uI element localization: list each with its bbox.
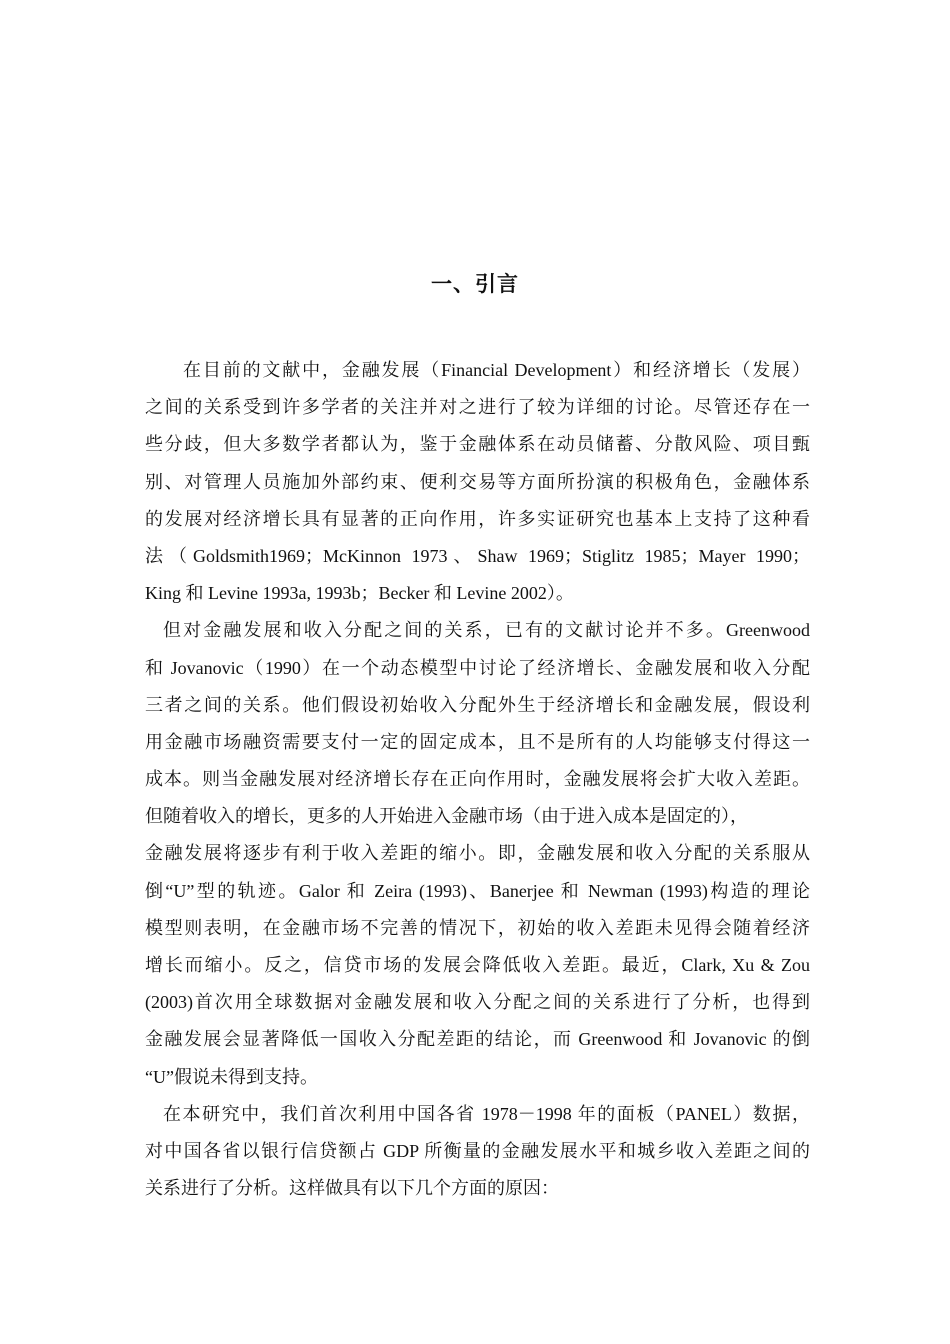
section-title: 一、引言	[431, 272, 519, 296]
paragraph-1-line-6: 法（Goldsmith1969；McKinnon 1973、Shaw 1969；Stiglitz 1985；Mayer 1990；	[145, 545, 810, 566]
paragraph-2-line-1: 但对金融发展和收入分配之间的关系，已有的文献讨论并不多。Greenwood	[163, 620, 810, 641]
paragraph-2-line-2: 和 Jovanovic（1990）在一个动态模型中讨论了经济增长、金融发展和收入分配	[145, 657, 810, 678]
paragraph-2-line-13: “U”假说未得到支持。	[145, 1066, 318, 1087]
body-text	[145, 352, 810, 1207]
paragraph-2-line-5: 成本。则当金融发展对经济增长存在正向作用时，金融发展将会扩大收入差距。	[145, 769, 810, 790]
paragraph-1-line-5: 的发展对经济增长具有显著的正向作用，许多实证研究也基本上支持了这种看	[145, 508, 810, 529]
paragraph-2-line-8: 倒“U”型的轨迹。Galor 和 Zeira (1993)、Banerjee 和 Newman (1993)构造的理论	[145, 880, 810, 901]
paragraph-1-line-4: 别、对管理人员施加外部约束、便利交易等方面所扮演的积极角色，金融体系	[145, 471, 810, 492]
paragraph-1-line-3: 些分歧，但大多数学者都认为，鉴于金融体系在动员储蓄、分散风险、项目甄	[145, 434, 810, 455]
paragraph-3-line-2: 对中国各省以银行信贷额占 GDP 所衡量的金融发展水平和城乡收入差距之间的	[145, 1140, 810, 1161]
paragraph-1-line-1: 在目前的文献中，金融发展（Financial Development）和经济增长（发展）	[183, 360, 810, 380]
paragraph-2-line-10: 增长而缩小。反之，信贷市场的发展会降低收入差距。最近，Clark, Xu & Zou	[145, 955, 810, 975]
paragraph-2-line-12: 金融发展会显著降低一国收入分配差距的结论，而 Greenwood 和 Jovanovic 的倒	[145, 1029, 810, 1050]
paragraph-2-line-11: (2003)首次用全球数据对金融发展和收入分配之间的关系进行了分析，也得到	[145, 992, 810, 1013]
paragraph-1-line-2: 之间的关系受到许多学者的关注并对之进行了较为详细的讨论。尽管还存在一	[145, 397, 810, 418]
paragraph-2-line-4: 用金融市场融资需要支付一定的固定成本，且不是所有的人均能够支付得这一	[145, 731, 810, 752]
paragraph-3-line-1: 在本研究中，我们首次利用中国各省 1978－1998 年的面板（PANEL）数据，	[163, 1103, 810, 1124]
paragraph-2-line-9: 模型则表明，在金融市场不完善的情况下，初始的收入差距未见得会随着经济	[145, 917, 810, 938]
paragraph-2-line-6: 但随着收入的增长，更多的人开始进入金融市场（由于进入成本是固定的），	[145, 806, 748, 827]
paragraph-1-line-7: King 和 Levine 1993a, 1993b；Becker 和 Levine 2002）。	[145, 583, 574, 604]
paragraph-2-line-7: 金融发展将逐步有利于收入差距的缩小。即，金融发展和收入分配的关系服从	[145, 843, 810, 864]
paragraph-3-line-3: 关系进行了分析。这样做具有以下几个方面的原因：	[145, 1178, 559, 1199]
paragraph-2-line-3: 三者之间的关系。他们假设初始收入分配外生于经济增长和金融发展，假设利	[145, 694, 810, 715]
